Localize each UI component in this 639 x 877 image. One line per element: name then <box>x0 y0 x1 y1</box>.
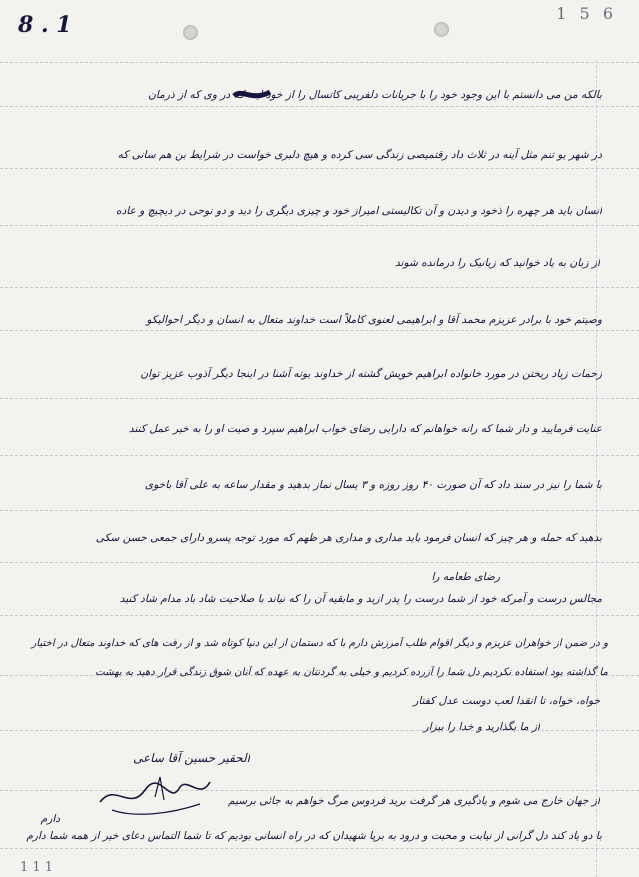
bottom-corner-mark: 1 1 1 <box>20 860 54 875</box>
letter-line-4: از زبان به یاد خوانید که زیانیک را درمانده شوند <box>395 257 600 269</box>
letter-line-12: و در ضمن از خواهران عزیزم و دیگر اقوام طلب آمرزش دارم با که دستمان از این دنیا کوتاه شد و از رفت های که خداوند متعال در اختیار <box>31 638 608 649</box>
signature-scribble <box>60 752 300 822</box>
signature-name: الحقیر حسین آقا ساعی <box>133 751 250 765</box>
letter-line-6: زحمات زیاد ریختن در مورد خانواده ابراهیم خویش گشته از خداوند یوته آشنا در اینجا دیگر آذوب عزیز توان <box>140 368 602 380</box>
letter-line-13: ما گذاشته بود استفاده نکردیم دل شما را آزرده کردیم و خیلی به گردنتان به عهده که آنان شوق زندگی قرار دهید به بهشت <box>95 667 608 678</box>
punch-hole-right <box>434 22 449 37</box>
letter-line-15: از ما بگذارید و خدا را بیزار <box>423 721 540 733</box>
letter-line-11: مجالس درست و آمرکه خود از شما درست را پدر ازید و مابقیه آن را که نیاند با صلاحیت شاد باد مدام شاد کنید <box>119 593 602 605</box>
letter-line-17: از جهان خارج می شوم و یادگیری هر گرفت برید فردوس مرگ خواهم به جائی برسیم <box>227 795 600 807</box>
letter-line-7: عنایت فرمایید و داز شما که رانه خواهانم که دارایی رضای خواب ابراهیم سپرد و صیت او را به خیر عمل کنند <box>128 423 602 435</box>
letter-line-5: وصیتم خود با برادر عزیزم محمد آقا و ابراهیمی لعنوی کاملاً است خداوند متعال به انسان و دیگر احوالیکو <box>146 314 602 326</box>
ink-blot <box>232 86 272 104</box>
corner-number-right: 1 5 6 <box>556 4 617 23</box>
letter-line-3: انسان باید هر چهره را ذخود و دیدن و آن تکالیستی امیراز خود و چیزی دیگری را دید و دو نوحی در دیچیچ و عاده <box>116 205 602 217</box>
letter-line-14: خواه، خواه، تا انقدا لعب دوست عدل کفتار <box>413 695 600 707</box>
letter-line-2: در شهر یو تنم مثل آینه در ثلاث داد رقتمیصی زندگی سی کرده و هیچ دلبری خواست در شرایط بن هم سانی که <box>117 149 602 161</box>
letter-line-1: بالکه من می دانستم با این وجود خود را با جریانات دلفریبی کاتسال را از خود اینه که در وی که از ذرمان <box>148 89 602 101</box>
margin-line <box>596 60 598 877</box>
letter-line-8: با شما را نیز در سند داد که آن صورت ۴۰ روز روزه و ۳ یسال نماز بدهید و مقدار ساعه به علی آقا باخوی <box>144 479 602 491</box>
letter-line-9: بدهید که حمله و هر چیز که انسان فرمود باید مداری و مداری هر ظهم که مورد توجه پسرو دارای جمعی حسن سکی <box>95 532 602 544</box>
corner-number-left: 8 . 1 <box>18 12 72 38</box>
punch-hole-left <box>183 25 198 40</box>
letter-line-19: با دو یاد کند دل گرانی از نیابت و محبت و درود به برپا شهیدان که در راه انسانی بودیم که تا شما التماس دعای خیر از همه شما دارم <box>26 830 602 842</box>
letter-line-10: رضای طعامه را <box>431 571 500 583</box>
letter-line-18: دارم <box>40 813 60 825</box>
